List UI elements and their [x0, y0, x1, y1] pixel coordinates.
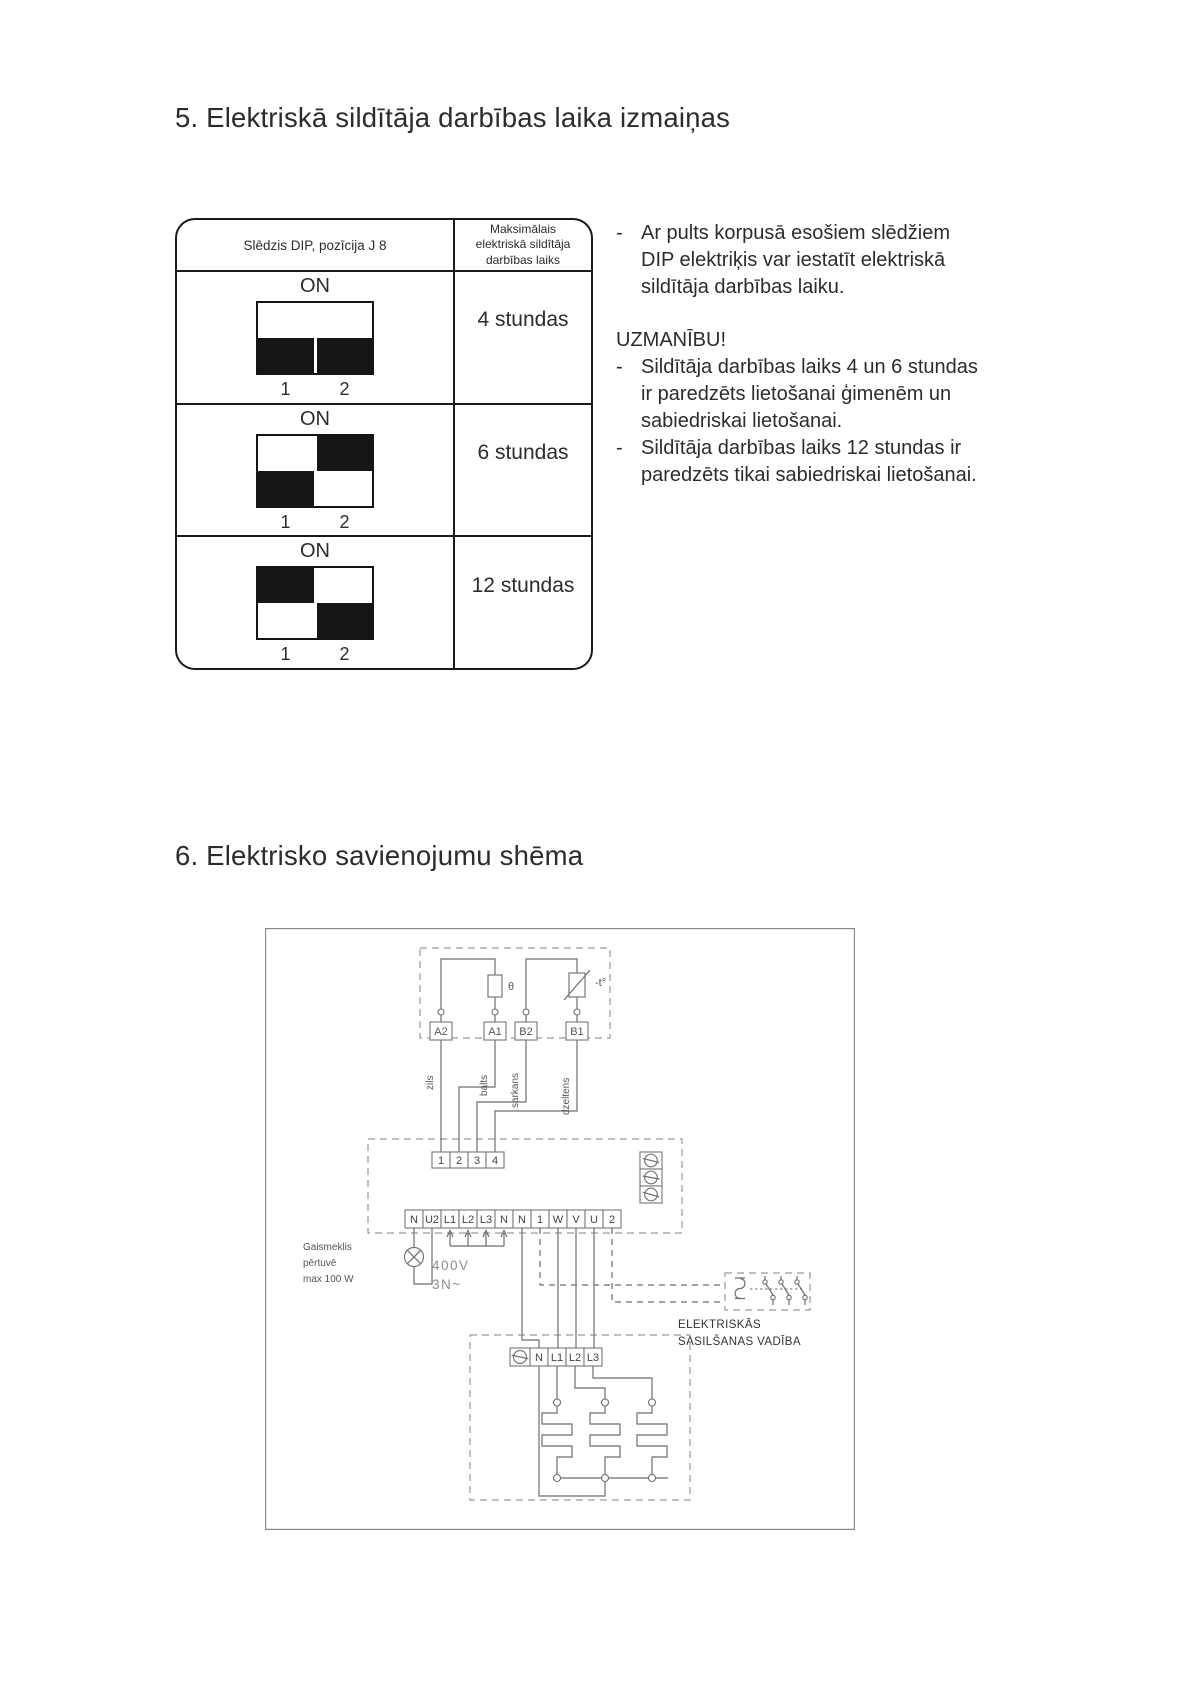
sensor-terminals — [430, 1022, 588, 1040]
dip-switch-1-lever — [258, 338, 314, 373]
bullet-dash: - — [616, 222, 623, 244]
dip-switch-graphic — [256, 275, 374, 400]
dip-switch-cell — [177, 537, 455, 668]
dip-on-label: ON — [300, 274, 330, 297]
dip-table-header-switch: Slēdzis DIP, pozīcija J 8 — [177, 220, 455, 270]
dip-switch-1-number: 1 — [280, 511, 291, 532]
dip-table-header — [177, 220, 591, 272]
note-item — [616, 220, 982, 301]
dip-table-row — [177, 405, 591, 538]
bullet-dash: - — [616, 356, 623, 378]
element-node — [554, 1475, 561, 1482]
dip-switch-2-number: 2 — [339, 644, 350, 665]
supply-voltage-label: 400V — [432, 1258, 470, 1273]
terminal-label: N — [410, 1213, 418, 1226]
note-item — [616, 354, 982, 435]
dip-switch-2 — [317, 568, 373, 638]
element-node — [602, 1399, 609, 1406]
warning-title: UZMANĪBU! — [616, 329, 726, 351]
dip-switch-body — [256, 434, 374, 508]
terminal-B2-label: B2 — [519, 1026, 533, 1038]
heater-feed-wires — [522, 1228, 594, 1348]
dip-switch-2-lever — [317, 603, 373, 638]
dip-switch-1-lever — [258, 568, 314, 603]
mounting-screw-terminals — [640, 1152, 662, 1203]
dip-table-row — [177, 537, 591, 668]
wire-color-blue-label: zils — [425, 1075, 436, 1090]
dip-switch-2-number: 2 — [339, 511, 350, 532]
wire-color-yellow-label: dzeltens — [561, 1077, 572, 1115]
dip-switch-1-number: 1 — [280, 378, 291, 399]
dip-switch-graphic — [256, 540, 374, 665]
dip-switch-numbers — [256, 512, 374, 533]
section-5-title: 5. Elektriskā sildītāja darbības laika izmaiņas — [175, 102, 731, 133]
terminal-label: 1 — [437, 1154, 445, 1167]
sensor-node — [492, 1009, 498, 1015]
wiring-diagram-svg — [265, 928, 855, 1530]
dip-switch-graphic — [256, 408, 374, 533]
terminal-label: L2 — [461, 1213, 475, 1226]
dip-switch-1 — [258, 568, 314, 638]
terminal-label: W — [552, 1213, 564, 1226]
terminal-label: L1 — [550, 1351, 564, 1364]
dip-switch-1 — [258, 436, 314, 506]
dip-switch-1-lever — [258, 471, 314, 506]
theta-label: θ — [508, 981, 515, 993]
terminal-label: 1 — [536, 1213, 544, 1226]
element-node — [649, 1475, 656, 1482]
lamp-label — [303, 1242, 354, 1285]
terminal-label: 2 — [608, 1213, 616, 1226]
dip-on-label: ON — [300, 407, 330, 430]
note-text: Sildītāja darbības laiks 12 stundas ir paredzēts tikai sabiedriskai lietošanai. — [641, 437, 977, 486]
element-node — [602, 1475, 609, 1482]
contactor-contacts — [750, 1276, 807, 1305]
sensor-node — [574, 1009, 580, 1015]
terminal-label: L3 — [479, 1213, 493, 1226]
diagram-frame — [266, 929, 855, 1530]
dip-switch-1 — [258, 303, 314, 373]
section-6-title: 6. Elektrisko savienojumu shēma — [175, 840, 584, 871]
notes-column — [616, 220, 982, 489]
dip-switch-2-lever — [317, 338, 373, 373]
thermostat-component — [488, 975, 514, 997]
earth-terminal — [510, 1348, 530, 1366]
terminal-B1-label: B1 — [570, 1026, 584, 1038]
heater-terminal-strip — [530, 1348, 602, 1366]
terminal-label: V — [572, 1213, 580, 1226]
wiring-diagram — [265, 928, 855, 1530]
svg-text:SASILŠANAS VADĪBA: SASILŠANAS VADĪBA — [678, 1336, 801, 1348]
dip-switch-numbers — [256, 644, 374, 665]
dip-switch-2-lever — [317, 436, 373, 471]
terminal-A1-label: A1 — [488, 1026, 502, 1038]
terminal-label: U2 — [424, 1213, 440, 1226]
dip-settings-table — [175, 218, 593, 670]
element-node — [649, 1399, 656, 1406]
terminal-label: 3 — [473, 1154, 481, 1167]
contactor-symbol — [735, 1278, 745, 1299]
supply-phase-label: 3N~ — [432, 1277, 462, 1292]
svg-text:ELEKTRISKĀS: ELEKTRISKĀS — [678, 1319, 762, 1331]
terminal-label: L1 — [443, 1213, 457, 1226]
heating-control-label — [678, 1319, 801, 1348]
element-node — [554, 1399, 561, 1406]
terminal-label: U — [590, 1213, 598, 1226]
note-text: Sildītāja darbības laiks 4 un 6 stundas ir paredzēts lietošanai ģimenēm un sabiedriskai lietošanai. — [641, 356, 978, 432]
control-signal-wires — [540, 1228, 725, 1302]
sensor-cable-wires — [441, 1040, 577, 1152]
svg-text:pērtuvē: pērtuvē — [303, 1258, 337, 1269]
dip-table-row — [177, 272, 591, 405]
thermistor-label: -t° — [595, 977, 607, 989]
dip-switch-numbers — [256, 379, 374, 400]
duration-cell: 12 stundas — [471, 573, 575, 597]
wire-color-red-label: sarkans — [510, 1072, 521, 1108]
svg-text:Gaismeklis: Gaismeklis — [303, 1242, 352, 1253]
terminal-label: N — [518, 1213, 526, 1226]
dip-switch-2 — [317, 303, 373, 373]
dip-switch-1-number: 1 — [280, 644, 291, 665]
heating-element-1 — [542, 1406, 572, 1475]
terminal-label: N — [500, 1213, 508, 1226]
terminal-label: N — [535, 1351, 543, 1364]
dip-switch-2-number: 2 — [339, 378, 350, 399]
terminal-label: L3 — [586, 1351, 600, 1364]
lamp-circuit — [405, 1228, 433, 1284]
thermistor-component — [564, 970, 606, 1000]
dip-table-header-duration: Maksimālais elektriskā sildītāja darbības laiks — [475, 221, 571, 267]
heating-element-2 — [590, 1406, 620, 1475]
terminal-label: 2 — [455, 1154, 463, 1167]
dip-switch-cell — [177, 272, 455, 403]
duration-cell: 6 stundas — [477, 441, 569, 464]
dip-switch-cell — [177, 405, 455, 536]
wire-color-white-label: balts — [479, 1074, 490, 1096]
svg-text:max 100 W: max 100 W — [303, 1274, 354, 1285]
bullet-dash: - — [616, 437, 623, 459]
duration-cell: 4 stundas — [477, 308, 569, 332]
sensor-cable-strip — [432, 1152, 504, 1168]
sensor-node — [523, 1009, 529, 1015]
note-item — [616, 435, 982, 489]
sensor-node — [438, 1009, 444, 1015]
dip-switch-body — [256, 566, 374, 640]
terminal-label: 4 — [491, 1154, 499, 1167]
note-text: Ar pults korpusā esošiem slēdžiem DIP elektriķis var iestatīt elektriskā sildītāja darbības laiku. — [641, 222, 951, 298]
terminal-A2-label: A2 — [434, 1026, 448, 1038]
dip-switch-body — [256, 301, 374, 375]
dip-on-label: ON — [300, 540, 330, 563]
main-terminal-strip — [405, 1210, 621, 1228]
dip-switch-2 — [317, 436, 373, 506]
terminal-label: L2 — [568, 1351, 582, 1364]
heating-element-3 — [637, 1406, 667, 1475]
